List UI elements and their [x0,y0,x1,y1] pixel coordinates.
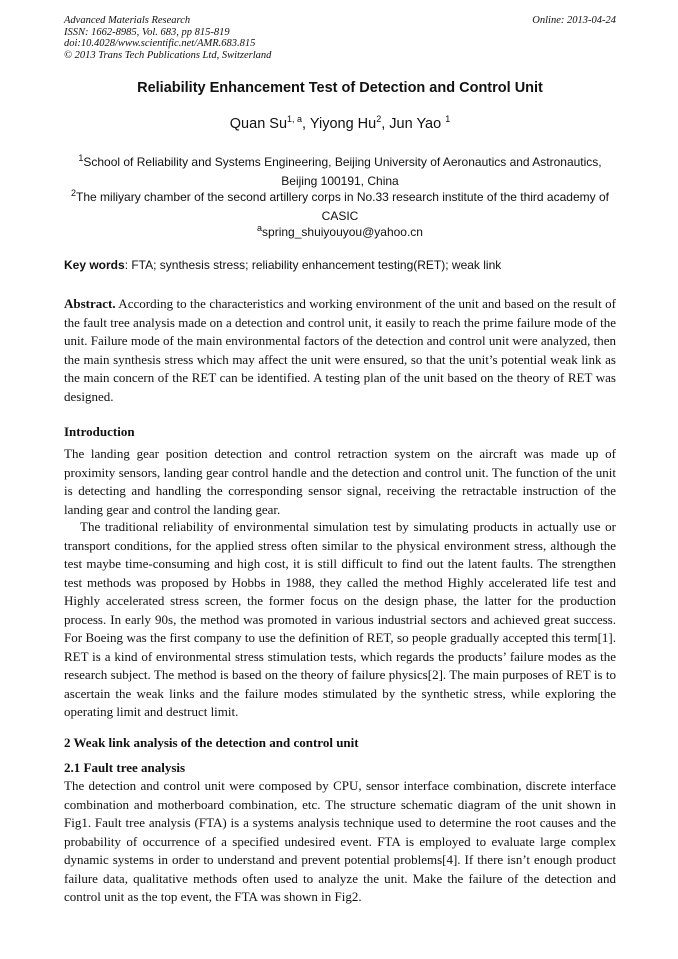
affiliation-email [64,219,616,242]
affiliation-sup: 1 [78,153,84,163]
abstract-text: According to the characteristics and working environment of the unit and based on the result of the fault tree analysis made on a detection and control unit, it easily to reach the prime failure mode of the unit. Failure mode of the main environmental factors of the detection and control unit were analyzed, then the main synthesis stress which may affect the unit were ensured, so that the unit’s potential weak link as the main concern of the RET can be identified. A testing plan of the unit based on the theory of RET was designed. [64,296,616,404]
author-name: Quan Su [229,115,288,132]
author-sup: 1, a [287,114,303,124]
keywords-text: : FTA; synthesis stress; reliability enhancement testing(RET); weak link [124,258,502,272]
journal-doi: doi:10.4028/www.scientific.net/AMR.683.815 [64,38,256,49]
affiliation-sup: a [257,223,263,233]
paragraph: The traditional reliability of environmental simulation test by simulating products in actually use or transport conditions, for the applied stress often similar to the physical environment stress, although the test maybe time-consuming and high cost, it is still difficult to find out the latent faults. The strengthen test methods was proposed by Hobbs in 1988, they called the method Highly accelerated life test and Highly accelerated stress screen, the former focus on the design phase, the latter for the production process. In early 90s, the method was promoted in various industrial sectors and achieved great success. For Boeing was the first company to use the definition of RET, so people gradually accepted this term[1]. RET is a kind of environmental stress stimulation tests, which regards the products’ failure modes as the research subject. The method is based on the theory of failure physics[2]. The main purposes of RET is to ascertain the weak links and the failure modes stimulated by the synthetic stress, while exploring the operating limit and destruct limit. [64,519,616,719]
abstract-label: Abstract. [64,296,116,311]
keywords [64,258,616,272]
email-text: spring_shuiyouyou@yahoo.cn [262,225,423,239]
keywords-label: Key words [64,258,125,272]
affiliation-text: School of Reliability and Systems Engineering, Beijing University of Aeronautics and Astronautics, Beijing 100191, China [83,155,602,188]
section-heading: 2 Weak link analysis of the detection and control unit [64,735,359,750]
affiliation-text: The miliyary chamber of the second artillery corps in No.33 research institute of the third academy of CASIC [76,190,609,223]
journal-copyright: © 2013 Trans Tech Publications Ltd, Switzerland [64,49,272,61]
paper-title: Reliability Enhancement Test of Detection and Control Unit [137,80,543,96]
author-name: Yiyong Hu [309,115,377,132]
author-sup: 1 [445,114,451,124]
author-name: Jun Yao [389,115,442,132]
paragraph: The landing gear position detection and control retraction system on the aircraft was made up of proximity sensors, landing gear control handle and the detection and control unit. The function of the unit is detecting and handling the corresponding sensor signal, receiving the retractable instruction of the landing gear and control the landing gear. [64,446,616,517]
author-list: Quan Su$^{1, a}$, Yiyong Hu$^2$, Jun Yao $^1$ [229,114,451,132]
affiliation-sup: 2 [71,188,77,198]
journal-header [64,15,616,61]
journal-name: Advanced Materials Research [64,15,191,26]
author-sup: 2 [376,114,382,124]
online-date: Online: 2013-04-24 [532,15,616,26]
journal-issn: ISSN: 1662-8985, Vol. 683, pp 815-819 [64,26,230,38]
section-heading: Introduction [64,424,135,439]
subsection-heading: 2.1 Fault tree analysis [64,760,186,775]
abstract [64,295,616,406]
paragraph: The detection and control unit were composed by CPU, sensor interface combination, discrete interface combination and motherboard combination, etc. The structure schematic diagram of the unit shown in Fig1. Fault tree analysis (FTA) is a systems analysis technique used to determine the root causes and the probability of occurrence of a specified undesired event. FTA is employed to evaluate large complex dynamic systems in order to understand and prevent potential problems[4]. If there isn’t enough product failure data, qualitative methods often used to analyze the unit. Make the failure of the detection and control unit as the top event, the FTA was shown in Fig2. [64,778,616,904]
